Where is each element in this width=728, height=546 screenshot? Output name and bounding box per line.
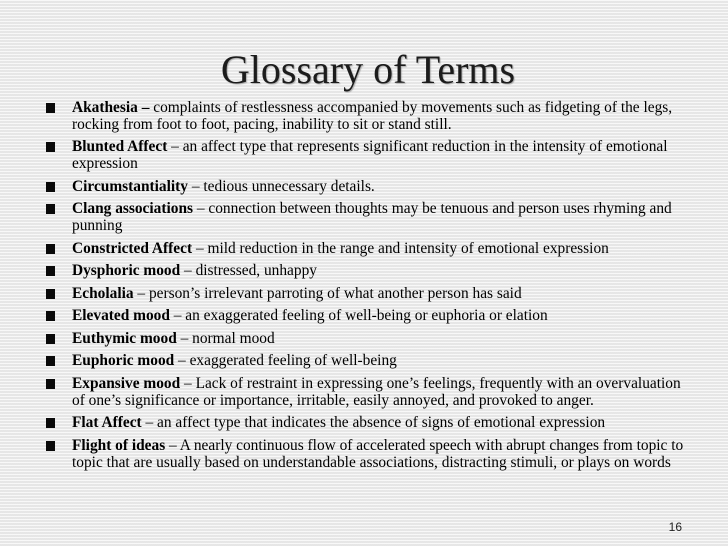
term-definition: complaints of restlessness accompanied by movements such as fidgeting of the legs, rocking from foot to foot, pacing, inability to sit or stand still.	[72, 99, 673, 133]
glossary-item	[46, 179, 694, 196]
glossary-item	[46, 286, 694, 303]
term-name: Elevated mood	[72, 307, 170, 325]
square-bullet-icon	[46, 289, 55, 299]
glossary-item	[46, 201, 694, 235]
square-bullet-icon	[46, 441, 55, 451]
glossary-item	[46, 100, 694, 134]
square-bullet-icon	[46, 266, 55, 276]
term-definition: – person’s irrelevant parroting of what another person has said	[133, 284, 522, 302]
square-bullet-icon	[46, 204, 55, 214]
term-name: Akathesia –	[72, 99, 150, 116]
glossary-list	[46, 100, 694, 477]
glossary-item	[46, 415, 694, 432]
square-bullet-icon	[46, 379, 55, 389]
term-definition: – an affect type that represents significant reduction in the intensity of emotional expression	[72, 138, 668, 173]
term-name: Flight of ideas	[72, 436, 166, 454]
square-bullet-icon	[46, 244, 55, 254]
term-name: Circumstantiality	[72, 177, 188, 195]
square-bullet-icon	[46, 418, 55, 428]
square-bullet-icon	[46, 142, 55, 152]
term-definition: – normal mood	[176, 329, 275, 347]
term-definition: – Lack of restraint in expressing one’s feelings, frequently with an overvaluation of one’s significance or importance, irritable, easily annoyed, and provoked to anger.	[72, 374, 681, 409]
square-bullet-icon	[46, 103, 55, 113]
square-bullet-icon	[46, 334, 55, 344]
term-definition: – distressed, unhappy	[180, 262, 317, 280]
glossary-item	[46, 331, 694, 348]
glossary-item	[46, 376, 694, 410]
term-definition: – mild reduction in the range and intensity of emotional expression	[192, 239, 609, 257]
term-name: Euphoric mood	[72, 352, 175, 370]
term-definition: – exaggerated feeling of well-being	[174, 352, 397, 370]
term-definition: – tedious unnecessary details.	[188, 177, 375, 195]
square-bullet-icon	[46, 182, 55, 192]
term-definition: – an affect type that indicates the absence of signs of emotional expression	[141, 414, 606, 432]
term-name: Flat Affect	[72, 414, 142, 432]
square-bullet-icon	[46, 356, 55, 366]
term-name: Clang associations	[72, 200, 194, 218]
glossary-item	[46, 241, 694, 258]
glossary-item	[46, 438, 694, 472]
term-definition: – an exaggerated feeling of well-being or euphoria or elation	[169, 307, 548, 325]
glossary-item	[46, 263, 694, 280]
term-name: Euthymic mood	[72, 329, 177, 347]
glossary-item	[46, 353, 694, 370]
page-number: 16	[668, 520, 682, 534]
square-bullet-icon	[46, 311, 55, 321]
term-definition: – connection between thoughts may be tenuous and person uses rhyming and punning	[72, 200, 672, 235]
term-name: Echolalia	[72, 284, 134, 302]
term-name: Blunted Affect	[72, 138, 168, 156]
term-name: Constricted Affect	[72, 239, 193, 257]
term-name: Dysphoric mood	[72, 262, 181, 280]
term-name: Expansive mood	[72, 374, 181, 392]
slide-title: Glossary of Terms	[220, 47, 516, 92]
term-definition: – A nearly continuous flow of accelerated speech with abrupt changes from topic to topic that are usually based on understandable associations, distracting stimuli, or plays on words	[72, 436, 684, 471]
glossary-item	[46, 139, 694, 173]
glossary-item	[46, 308, 694, 325]
